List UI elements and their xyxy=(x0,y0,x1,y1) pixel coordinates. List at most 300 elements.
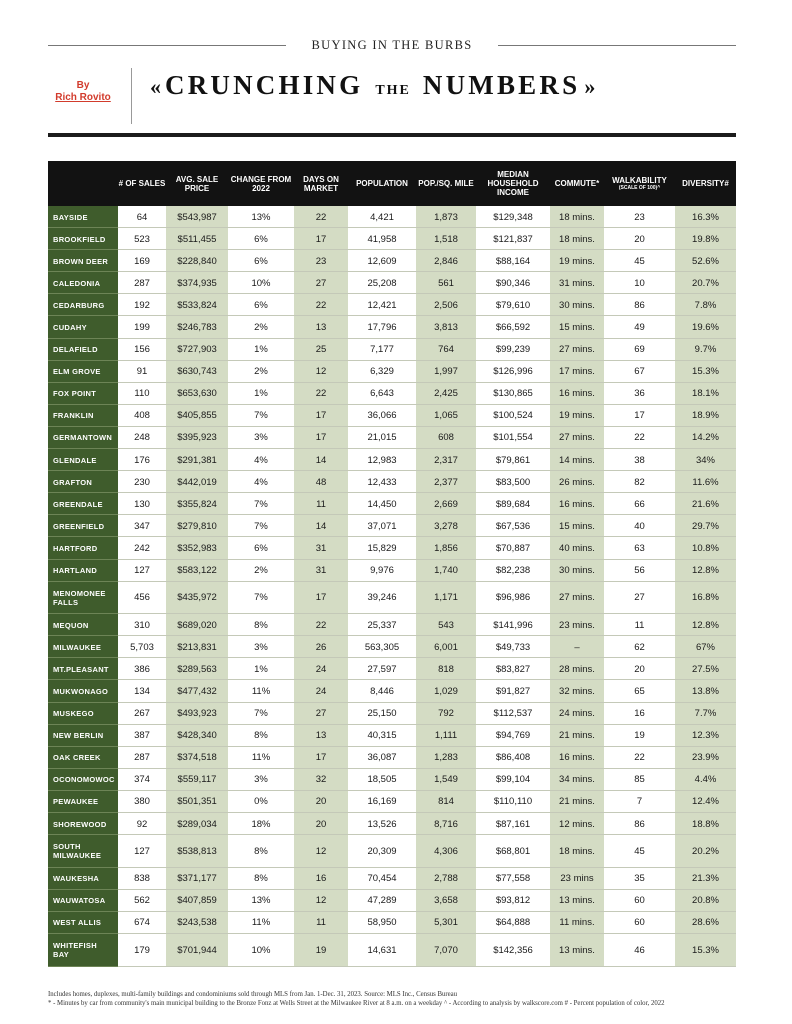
cell-walk: 40 xyxy=(634,520,645,532)
cell-diversity: 67% xyxy=(675,636,736,658)
cell-change: 8% xyxy=(254,619,268,631)
table-row xyxy=(48,614,736,636)
cell-sales: 134 xyxy=(134,686,150,698)
cell-income: $94,769 xyxy=(495,730,531,742)
cell-change: 4% xyxy=(254,476,268,488)
cell-walk: 62 xyxy=(634,641,645,653)
cell-commute: 15 mins. xyxy=(550,515,604,537)
community-name: MEQUON xyxy=(48,614,118,636)
cell-popsq: 1,856 xyxy=(416,537,476,559)
cell-change: 6% xyxy=(254,299,268,311)
cell-days: 26 xyxy=(294,636,348,658)
cell-income: $68,801 xyxy=(495,845,531,857)
cell-diversity: 19.6% xyxy=(675,316,736,338)
cell-popsq: 1,029 xyxy=(416,680,476,702)
cell-commute: – xyxy=(550,636,604,658)
title-word-numbers: NUMBERS xyxy=(422,70,581,100)
cell-sales: 287 xyxy=(134,752,150,764)
cell-price: $583,122 xyxy=(166,560,228,582)
cell-change: 10% xyxy=(251,277,271,289)
cell-income: $93,812 xyxy=(495,895,531,907)
table-row xyxy=(48,813,736,835)
cell-pop: 36,087 xyxy=(367,752,397,764)
cell-commute: 34 mins. xyxy=(550,769,604,791)
community-name: PEWAUKEE xyxy=(48,791,118,813)
cell-change: 8% xyxy=(254,730,268,742)
cell-change: 3% xyxy=(254,774,268,786)
cell-popsq: 608 xyxy=(416,427,476,449)
table-row xyxy=(48,228,736,250)
cell-income: $83,827 xyxy=(495,663,531,675)
cell-walk: 82 xyxy=(634,476,645,488)
cell-income: $86,408 xyxy=(495,752,531,764)
table-row xyxy=(48,560,736,582)
cell-change: 1% xyxy=(254,663,268,675)
cell-price: $653,630 xyxy=(166,383,228,405)
community-name: SHOREWOOD xyxy=(48,813,118,835)
cell-pop: 25,150 xyxy=(367,708,397,720)
cell-sales: 310 xyxy=(134,619,150,631)
cell-income: $100,524 xyxy=(493,410,533,422)
cell-popsq: 2,506 xyxy=(416,294,476,316)
column-header-change: CHANGE FROM 2022 xyxy=(230,174,292,193)
cell-commute: 24 mins. xyxy=(550,703,604,725)
data-table xyxy=(48,161,736,967)
table-header xyxy=(48,161,736,206)
cell-commute: 26 mins. xyxy=(550,471,604,493)
cell-commute: 31 mins. xyxy=(550,272,604,294)
cell-days: 16 xyxy=(294,868,348,890)
cell-price: $689,020 xyxy=(166,614,228,636)
kicker-rule-right xyxy=(498,45,736,46)
cell-walk: 86 xyxy=(634,818,645,830)
cell-pop: 36,066 xyxy=(367,410,397,422)
page-title xyxy=(150,70,650,110)
cell-walk: 69 xyxy=(634,344,645,356)
cell-pop: 563,305 xyxy=(364,641,400,653)
table-row xyxy=(48,405,736,427)
cell-walk: 65 xyxy=(634,686,645,698)
cell-change: 2% xyxy=(254,366,268,378)
cell-diversity: 20.8% xyxy=(675,890,736,912)
cell-change: 13% xyxy=(251,895,271,907)
cell-days: 11 xyxy=(294,493,348,515)
kicker-text: BUYING IN THE BURBS xyxy=(311,38,473,52)
cell-days: 13 xyxy=(294,725,348,747)
cell-walk: 67 xyxy=(634,366,645,378)
cell-walk: 22 xyxy=(634,432,645,444)
byline-divider xyxy=(131,68,132,124)
cell-sales: 91 xyxy=(136,366,148,378)
cell-popsq: 561 xyxy=(416,272,476,294)
community-name: BROWN DEER xyxy=(48,250,118,272)
table-row xyxy=(48,636,736,658)
cell-walk: 38 xyxy=(634,454,645,466)
cell-pop: 15,829 xyxy=(367,542,397,554)
cell-commute: 16 mins. xyxy=(550,747,604,769)
cell-sales: 408 xyxy=(134,410,150,422)
table-row xyxy=(48,769,736,791)
cell-sales: 110 xyxy=(134,388,150,400)
cell-popsq: 8,716 xyxy=(416,813,476,835)
community-name: HARTLAND xyxy=(48,560,118,582)
cell-change: 1% xyxy=(254,388,268,400)
cell-diversity: 11.6% xyxy=(675,471,736,493)
cell-pop: 20,309 xyxy=(367,845,397,857)
cell-income: $101,554 xyxy=(493,432,533,444)
cell-popsq: 3,813 xyxy=(416,316,476,338)
cell-commute: 12 mins. xyxy=(550,813,604,835)
community-name: OAK CREEK xyxy=(48,747,118,769)
cell-sales: 456 xyxy=(134,592,150,604)
cell-sales: 5,703 xyxy=(130,641,154,653)
cell-income: $112,537 xyxy=(493,708,533,720)
cell-change: 3% xyxy=(254,641,268,653)
cell-pop: 12,609 xyxy=(367,255,397,267)
table-row xyxy=(48,680,736,702)
cell-popsq: 543 xyxy=(416,614,476,636)
cell-days: 17 xyxy=(294,427,348,449)
title-close-quote: » xyxy=(584,74,596,99)
cell-walk: 23 xyxy=(634,211,645,223)
cell-popsq: 1,065 xyxy=(416,405,476,427)
cell-commute: 23 mins. xyxy=(550,614,604,636)
name-divider xyxy=(48,966,118,967)
cell-diversity: 10.8% xyxy=(675,537,736,559)
cell-days: 13 xyxy=(294,316,348,338)
cell-income: $130,865 xyxy=(493,388,533,400)
community-name: WEST ALLIS xyxy=(48,912,118,934)
cell-price: $371,177 xyxy=(166,868,228,890)
cell-days: 19 xyxy=(294,934,348,967)
cell-days: 24 xyxy=(294,680,348,702)
cell-popsq: 792 xyxy=(416,703,476,725)
community-name: NEW BERLIN xyxy=(48,725,118,747)
cell-pop: 13,526 xyxy=(367,818,397,830)
cell-walk: 7 xyxy=(636,796,643,808)
cell-pop: 58,950 xyxy=(367,917,397,929)
cell-popsq: 814 xyxy=(416,791,476,813)
table-row xyxy=(48,361,736,383)
cell-income: $91,827 xyxy=(495,686,531,698)
cell-diversity: 7.7% xyxy=(675,703,736,725)
cell-change: 1% xyxy=(254,344,268,356)
cell-sales: 199 xyxy=(134,322,150,334)
cell-price: $352,983 xyxy=(166,537,228,559)
cell-sales: 374 xyxy=(134,774,150,786)
cell-income: $99,239 xyxy=(495,344,531,356)
cell-change: 8% xyxy=(254,845,268,857)
table-row xyxy=(48,471,736,493)
cell-price: $435,972 xyxy=(166,582,228,615)
cell-pop: 70,454 xyxy=(367,873,397,885)
section-kicker xyxy=(48,38,736,52)
cell-sales: 386 xyxy=(134,663,150,675)
cell-commute: 40 mins. xyxy=(550,537,604,559)
cell-days: 23 xyxy=(294,250,348,272)
table-row xyxy=(48,582,736,615)
row-divider xyxy=(118,966,736,967)
table-row xyxy=(48,868,736,890)
cell-walk: 86 xyxy=(634,299,645,311)
community-name: GERMANTOWN xyxy=(48,427,118,449)
cell-diversity: 16.8% xyxy=(675,582,736,615)
community-name: WAUKESHA xyxy=(48,868,118,890)
cell-diversity: 12.4% xyxy=(675,791,736,813)
cell-price: $243,538 xyxy=(166,912,228,934)
cell-pop: 6,329 xyxy=(370,366,394,378)
community-name: MILWAUKEE xyxy=(48,636,118,658)
cell-walk: 49 xyxy=(634,322,645,334)
cell-popsq: 5,301 xyxy=(416,912,476,934)
cell-days: 32 xyxy=(294,769,348,791)
cell-commute: 18 mins. xyxy=(550,835,604,868)
column-header-pop: POPULATION xyxy=(356,179,408,188)
cell-change: 6% xyxy=(254,542,268,554)
table-row xyxy=(48,515,736,537)
cell-price: $291,381 xyxy=(166,449,228,471)
cell-diversity: 20.2% xyxy=(675,835,736,868)
cell-change: 7% xyxy=(254,592,268,604)
cell-pop: 4,421 xyxy=(370,211,394,223)
cell-walk: 60 xyxy=(634,917,645,929)
cell-sales: 347 xyxy=(134,520,150,532)
cell-income: $110,110 xyxy=(493,796,533,808)
cell-commute: 19 mins. xyxy=(550,405,604,427)
cell-price: $279,810 xyxy=(166,515,228,537)
table-row xyxy=(48,383,736,405)
table-row xyxy=(48,272,736,294)
cell-popsq: 3,278 xyxy=(416,515,476,537)
cell-diversity: 18.9% xyxy=(675,405,736,427)
cell-price: $407,859 xyxy=(166,890,228,912)
cell-popsq: 2,377 xyxy=(416,471,476,493)
cell-days: 25 xyxy=(294,339,348,361)
cell-income: $142,356 xyxy=(493,944,533,956)
cell-price: $246,783 xyxy=(166,316,228,338)
byline-author-link[interactable]: Rich Rovito xyxy=(55,92,111,103)
title-rule xyxy=(48,133,736,137)
table-row xyxy=(48,658,736,680)
cell-diversity: 27.5% xyxy=(675,658,736,680)
cell-pop: 25,337 xyxy=(367,619,397,631)
cell-days: 12 xyxy=(294,835,348,868)
cell-walk: 20 xyxy=(634,663,645,675)
cell-change: 18% xyxy=(251,818,271,830)
cell-days: 20 xyxy=(294,791,348,813)
column-header-sales: # OF SALES xyxy=(118,179,166,188)
table-row xyxy=(48,427,736,449)
cell-days: 22 xyxy=(294,614,348,636)
column-header-days: DAYS ON MARKET xyxy=(303,174,339,193)
cell-diversity: 4.4% xyxy=(675,769,736,791)
cell-commute: 13 mins. xyxy=(550,890,604,912)
cell-commute: 19 mins. xyxy=(550,250,604,272)
cell-days: 22 xyxy=(294,294,348,316)
byline xyxy=(48,80,118,104)
cell-popsq: 2,317 xyxy=(416,449,476,471)
cell-diversity: 12.8% xyxy=(675,614,736,636)
cell-popsq: 3,658 xyxy=(416,890,476,912)
cell-commute: 13 mins. xyxy=(550,934,604,967)
cell-income: $126,996 xyxy=(493,366,533,378)
table-row xyxy=(48,934,736,967)
cell-commute: 16 mins. xyxy=(550,383,604,405)
cell-walk: 36 xyxy=(634,388,645,400)
cell-walk: 16 xyxy=(634,708,645,720)
cell-sales: 230 xyxy=(134,476,150,488)
cell-change: 11% xyxy=(251,917,271,929)
cell-popsq: 1,873 xyxy=(416,206,476,228)
table-row xyxy=(48,294,736,316)
cell-sales: 380 xyxy=(134,796,150,808)
cell-income: $70,887 xyxy=(495,542,531,554)
table-row xyxy=(48,339,736,361)
community-name: MT.PLEASANT xyxy=(48,658,118,680)
cell-price: $501,351 xyxy=(166,791,228,813)
cell-commute: 21 mins. xyxy=(550,725,604,747)
cell-days: 17 xyxy=(294,747,348,769)
cell-popsq: 1,111 xyxy=(416,725,476,747)
community-name: SOUTH MILWAUKEE xyxy=(48,835,118,868)
cell-popsq: 2,669 xyxy=(416,493,476,515)
cell-walk: 63 xyxy=(634,542,645,554)
cell-income: $87,161 xyxy=(495,818,531,830)
cell-price: $543,987 xyxy=(166,206,228,228)
cell-income: $82,238 xyxy=(495,565,531,577)
cell-days: 31 xyxy=(294,560,348,582)
cell-days: 27 xyxy=(294,272,348,294)
cell-change: 3% xyxy=(254,432,268,444)
column-header-popsq: POP./SQ. MILE xyxy=(418,179,474,188)
footnotes xyxy=(48,990,748,1008)
table-row xyxy=(48,703,736,725)
cell-sales: 127 xyxy=(134,565,150,577)
cell-diversity: 21.3% xyxy=(675,868,736,890)
cell-sales: 562 xyxy=(134,895,150,907)
column-header-walk: WALKABILITY (SCALE OF 100)^ xyxy=(612,176,667,191)
community-name: DELAFIELD xyxy=(48,339,118,361)
cell-change: 11% xyxy=(251,686,271,698)
cell-pop: 14,631 xyxy=(367,944,397,956)
cell-diversity: 16.3% xyxy=(675,206,736,228)
cell-sales: 838 xyxy=(134,873,150,885)
cell-diversity: 20.7% xyxy=(675,272,736,294)
cell-diversity: 18.1% xyxy=(675,383,736,405)
cell-sales: 287 xyxy=(134,277,150,289)
cell-walk: 19 xyxy=(634,730,645,742)
cell-price: $289,034 xyxy=(166,813,228,835)
cell-pop: 8,446 xyxy=(370,686,394,698)
cell-days: 12 xyxy=(294,890,348,912)
cell-diversity: 34% xyxy=(675,449,736,471)
cell-days: 17 xyxy=(294,405,348,427)
cell-price: $538,813 xyxy=(166,835,228,868)
title-open-quote: « xyxy=(150,74,161,99)
community-name: HARTFORD xyxy=(48,537,118,559)
cell-change: 2% xyxy=(254,322,268,334)
cell-price: $405,855 xyxy=(166,405,228,427)
cell-price: $355,824 xyxy=(166,493,228,515)
cell-change: 10% xyxy=(251,944,271,956)
cell-commute: 15 mins. xyxy=(550,316,604,338)
cell-popsq: 1,171 xyxy=(416,582,476,615)
community-name: FOX POINT xyxy=(48,383,118,405)
cell-walk: 20 xyxy=(634,233,645,245)
cell-income: $141,996 xyxy=(493,619,533,631)
table-row xyxy=(48,791,736,813)
community-name: GRAFTON xyxy=(48,471,118,493)
cell-commute: 30 mins. xyxy=(550,294,604,316)
cell-popsq: 1,283 xyxy=(416,747,476,769)
cell-income: $79,861 xyxy=(495,454,531,466)
cell-price: $533,824 xyxy=(166,294,228,316)
cell-income: $66,592 xyxy=(495,322,531,334)
cell-pop: 12,433 xyxy=(367,476,397,488)
cell-pop: 6,643 xyxy=(370,388,394,400)
cell-price: $559,117 xyxy=(166,769,228,791)
cell-income: $96,986 xyxy=(495,592,531,604)
cell-popsq: 1,549 xyxy=(416,769,476,791)
table-row xyxy=(48,912,736,934)
cell-pop: 7,177 xyxy=(370,344,394,356)
cell-pop: 40,315 xyxy=(367,730,397,742)
cell-pop: 41,958 xyxy=(367,233,397,245)
cell-commute: 21 mins. xyxy=(550,791,604,813)
cell-commute: 11 mins. xyxy=(550,912,604,934)
cell-pop: 17,796 xyxy=(367,322,397,334)
cell-price: $213,831 xyxy=(166,636,228,658)
cell-commute: 18 mins. xyxy=(550,206,604,228)
cell-change: 6% xyxy=(254,255,268,267)
cell-commute: 28 mins. xyxy=(550,658,604,680)
cell-walk: 22 xyxy=(634,752,645,764)
cell-commute: 27 mins. xyxy=(550,339,604,361)
cell-days: 14 xyxy=(294,515,348,537)
cell-walk: 66 xyxy=(634,498,645,510)
cell-days: 11 xyxy=(294,912,348,934)
cell-walk: 27 xyxy=(634,592,645,604)
cell-popsq: 2,788 xyxy=(416,868,476,890)
title-word-the: THE xyxy=(375,83,411,98)
cell-pop: 12,983 xyxy=(367,454,397,466)
cell-income: $79,610 xyxy=(495,299,531,311)
cell-days: 17 xyxy=(294,582,348,615)
cell-sales: 248 xyxy=(134,432,150,444)
cell-popsq: 1,518 xyxy=(416,228,476,250)
cell-days: 22 xyxy=(294,206,348,228)
column-header-commute: COMMUTE* xyxy=(554,179,600,188)
table-row xyxy=(48,206,736,228)
cell-diversity: 28.6% xyxy=(675,912,736,934)
cell-walk: 85 xyxy=(634,774,645,786)
cell-income: $99,104 xyxy=(495,774,531,786)
cell-change: 11% xyxy=(251,752,271,764)
cell-diversity: 15.3% xyxy=(675,361,736,383)
cell-income: $83,500 xyxy=(495,476,531,488)
table-row xyxy=(48,890,736,912)
community-name: FRANKLIN xyxy=(48,405,118,427)
cell-sales: 169 xyxy=(134,255,150,267)
cell-pop: 14,450 xyxy=(367,498,397,510)
cell-price: $727,903 xyxy=(166,339,228,361)
cell-walk: 11 xyxy=(634,619,645,631)
cell-popsq: 6,001 xyxy=(416,636,476,658)
cell-sales: 92 xyxy=(136,818,148,830)
cell-popsq: 2,425 xyxy=(416,383,476,405)
cell-change: 7% xyxy=(254,498,268,510)
community-name: CUDAHY xyxy=(48,316,118,338)
